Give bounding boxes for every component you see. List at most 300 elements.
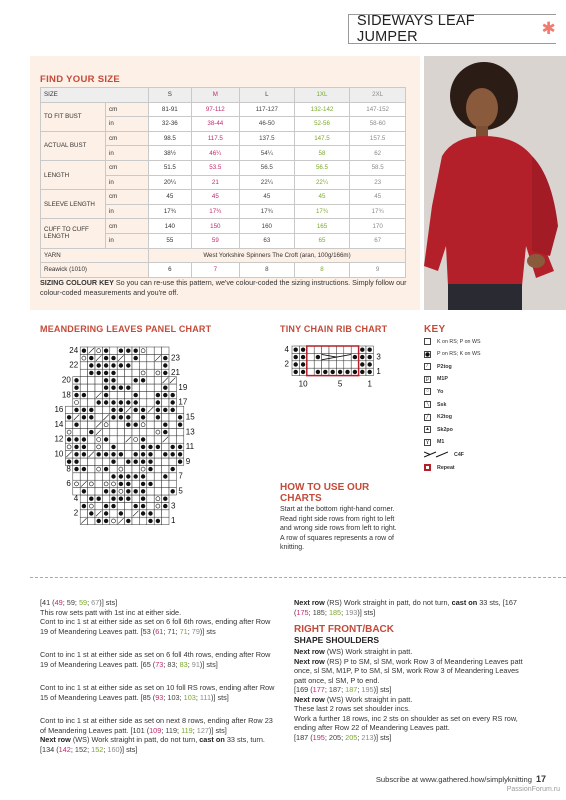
- table-cell: 6: [149, 263, 192, 278]
- purl-dot: [301, 348, 305, 352]
- purl-dot: [156, 408, 160, 412]
- purl-dot: [134, 452, 138, 456]
- m1p-icon: ꝑ: [425, 375, 430, 382]
- row-unit: in: [106, 204, 149, 219]
- purl-dot: [119, 482, 123, 486]
- purl-dot: [104, 386, 108, 390]
- chart-cell: [117, 443, 124, 450]
- instruction-text: ;: [195, 692, 200, 702]
- instruction-text: 59: [66, 598, 75, 607]
- chart-cell: [307, 368, 314, 375]
- row-number-right: 23: [171, 353, 180, 363]
- instruction-text: 71: [167, 626, 176, 636]
- chart-cell: [132, 384, 139, 391]
- purl-dot: [74, 393, 78, 397]
- key-item: [424, 426, 453, 433]
- key-item: [424, 464, 455, 471]
- instruction-text: 152: [91, 744, 104, 754]
- instruction-paragraph: [40, 650, 280, 669]
- instruction-text: 59: [78, 598, 88, 607]
- m1-icon: ɣ: [424, 439, 431, 446]
- purl-dot: [156, 415, 160, 419]
- row-unit: cm: [106, 131, 149, 146]
- row-number-left: 12: [54, 434, 64, 444]
- key-item: [424, 338, 480, 345]
- chart-cell: [169, 428, 176, 435]
- size-header-0: S: [149, 88, 192, 103]
- purl-dot: [111, 378, 115, 382]
- instruction-text: ;: [324, 685, 329, 694]
- chart-cell: [139, 428, 146, 435]
- row-number-right: 15: [185, 412, 195, 422]
- purl-dot: [119, 363, 123, 367]
- purl-dot: [82, 504, 86, 508]
- instruction-text: 160: [107, 744, 120, 754]
- row-number-left: 16: [54, 405, 64, 415]
- purl-dot: [148, 445, 152, 449]
- chart-number: 5: [337, 379, 343, 389]
- chart-cell: [125, 465, 132, 472]
- colour-key-text: So you can re-use this pattern, we've colour-coded the sizing instructions. Simply follow our colour-coded measurements and you're off.: [40, 278, 407, 297]
- chart-cell: [80, 354, 87, 361]
- purl-dot: [82, 393, 86, 397]
- instruction-text: 33 sts, [167 (: [294, 598, 517, 617]
- row-unit: in: [106, 146, 149, 161]
- instruction-text: ;: [163, 659, 168, 669]
- chart-cell: [80, 473, 87, 480]
- purl-dot: [171, 408, 175, 412]
- table-cell: 58: [294, 146, 350, 161]
- chart-cell: [132, 465, 139, 472]
- table-cell: 17¾: [350, 204, 406, 219]
- chart-cell: [80, 369, 87, 376]
- purl-dot: [360, 355, 364, 359]
- purl-dot: [89, 363, 93, 367]
- purl-dot: [89, 430, 93, 434]
- purl-dot: [104, 489, 108, 493]
- chart-cell: [147, 399, 154, 406]
- instruction-text: (WS) Work straight in patt.: [324, 647, 413, 656]
- purl-dot: [74, 445, 78, 449]
- page-title-text: SIDEWAYS LEAF JUMPER: [357, 13, 475, 45]
- key-item-label: Yo: [437, 388, 444, 395]
- instruction-text: (RS) Work straight in patt, do not turn,: [324, 598, 452, 607]
- key-item: [424, 388, 443, 395]
- chart-cell: [88, 399, 95, 406]
- purl-dot: [323, 370, 327, 374]
- chart-cell: [162, 465, 169, 472]
- purl-dot: [163, 423, 167, 427]
- row-unit: cm: [106, 190, 149, 205]
- reawick-row: [41, 263, 406, 278]
- chart-cell: [132, 362, 139, 369]
- row-unit: in: [106, 233, 149, 248]
- instruction-text: 119: [165, 725, 178, 735]
- table-cell: 147.5: [294, 131, 350, 146]
- row-unit: cm: [106, 160, 149, 175]
- purl-dot: [111, 408, 115, 412]
- purl-dot: [111, 489, 115, 493]
- chart-cell: [95, 465, 102, 472]
- purl-dot: [368, 362, 372, 366]
- chart-cell: [154, 465, 161, 472]
- purl-dot: [82, 452, 86, 456]
- purl-dot: [301, 362, 305, 366]
- instruction-paragraph: [294, 685, 526, 695]
- chart-number: 3: [376, 352, 381, 362]
- chart-cell: [65, 428, 72, 435]
- chart-cell: [154, 451, 161, 458]
- chart-cell: [132, 414, 139, 421]
- instruction-paragraph: [294, 704, 526, 714]
- instruction-text: 213: [361, 732, 374, 742]
- purl-dot: [171, 400, 175, 404]
- chart-cell: [80, 399, 87, 406]
- purl-dot: [82, 415, 86, 419]
- instruction-text: 103: [167, 692, 180, 702]
- instruction-text: 109: [149, 725, 162, 735]
- instruction-text: 205: [328, 732, 342, 742]
- purl-dot: [74, 460, 78, 464]
- size-header-1: M: [191, 88, 239, 103]
- chart-cell: [154, 384, 161, 391]
- chart-cell: [147, 473, 154, 480]
- purl-dot: [74, 423, 78, 427]
- instruction-text: ;: [341, 732, 346, 742]
- instruction-text: ;: [308, 607, 313, 617]
- purl-dot: [126, 474, 130, 478]
- purl-dot: [119, 408, 123, 412]
- purl-dot: [156, 400, 160, 404]
- row-number-left: 14: [54, 419, 64, 429]
- chart-cell: [154, 488, 161, 495]
- purl-dot: [126, 400, 130, 404]
- instruction-text: Cont to inc 1 st at either side as set on next 8 rows, ending after Row 23 of Meandering Leaves patt. [101 (: [40, 716, 273, 735]
- size-table: [40, 87, 406, 278]
- purl-dot: [89, 511, 93, 515]
- chart-cell: [154, 436, 161, 443]
- instruction-text: [41 (: [40, 598, 55, 607]
- chart-cell: [176, 428, 183, 435]
- chart-cell: [80, 495, 87, 502]
- chart-cell: [169, 421, 176, 428]
- purl-dot: [353, 370, 357, 374]
- chart-cell: [95, 406, 102, 413]
- yarn-row: [41, 248, 406, 263]
- chart-cell: [110, 517, 117, 524]
- chart-cell: [102, 473, 109, 480]
- table-cell: 22¼: [239, 175, 294, 190]
- chart-cell: [95, 347, 102, 354]
- purl-dot: [111, 460, 115, 464]
- instruction-text: ;: [70, 744, 75, 754]
- key-item-label: Ssk: [437, 401, 447, 408]
- purl-dot: [141, 504, 145, 508]
- table-cell: 147-152: [350, 102, 406, 117]
- chart-cell: [102, 480, 109, 487]
- key-item: [424, 351, 480, 358]
- purl-dot: [178, 445, 182, 449]
- instruction-text: ;: [324, 607, 329, 617]
- purl-dot: [134, 349, 138, 353]
- chart-cell: [176, 406, 183, 413]
- table-cell: 53.5: [191, 160, 239, 175]
- purl-dot: [126, 497, 130, 501]
- instruction-text: ;: [179, 692, 184, 702]
- chart-cell: [110, 480, 117, 487]
- table-cell: 65: [294, 233, 350, 248]
- instruction-text: (RS) P to SM, sl SM, work Row 3 of Meandering Leaves patt once, sl SM, M1P, P to SM, sl SM, work Row 3 of Meandering Leaves patt once, sl SM, P to end.: [294, 656, 523, 685]
- chart-number: 1: [367, 379, 372, 389]
- chart-cell: [88, 465, 95, 472]
- key-item-label: K2tog: [437, 414, 453, 421]
- table-cell: 55: [149, 233, 192, 248]
- k2tog-icon: ╱: [425, 413, 429, 420]
- instruction-text: ;: [74, 598, 79, 607]
- table-cell: 170: [350, 219, 406, 234]
- table-cell: 62: [350, 146, 406, 161]
- table-cell: 58.5: [350, 160, 406, 175]
- table-cell: 98.5: [149, 131, 192, 146]
- chart-cell: [95, 436, 102, 443]
- purl-dot: [141, 489, 145, 493]
- table-cell: 117-127: [239, 102, 294, 117]
- purl-dot: [82, 349, 86, 353]
- chart-cell: [88, 443, 95, 450]
- chart-cell: [154, 502, 161, 509]
- purl-dot: [126, 489, 130, 493]
- purl-dot: [163, 452, 167, 456]
- chart-cell: [117, 391, 124, 398]
- instruction-text: ;: [341, 607, 346, 617]
- chart-cell: [154, 369, 161, 376]
- table-cell: 17¾: [191, 204, 239, 219]
- purl-dot: [134, 423, 138, 427]
- purl-dot: [301, 370, 305, 374]
- table-row: [41, 219, 406, 234]
- chart-cell: [169, 436, 176, 443]
- purl-dot: [97, 497, 101, 501]
- instruction-text: 111: [199, 692, 211, 702]
- instruction-text: ;: [163, 692, 168, 702]
- chart-cell: [162, 414, 169, 421]
- instruction-text: 152: [74, 744, 88, 754]
- chart-cell: [117, 428, 124, 435]
- row-number-left: 10: [54, 449, 64, 459]
- purl-dot: [111, 415, 115, 419]
- instruction-paragraph: [40, 735, 280, 754]
- chart-cell: [65, 421, 72, 428]
- chart-cell: [154, 495, 161, 502]
- paragraph-gap: [40, 702, 280, 716]
- chart-cell: [147, 362, 154, 369]
- instruction-text: 187: [328, 685, 342, 694]
- purl-dot: [111, 497, 115, 501]
- chart-cell: [95, 458, 102, 465]
- key-item: [424, 401, 446, 408]
- chart-cell: [162, 488, 169, 495]
- chart-cell: [95, 414, 102, 421]
- purl-dot: [171, 452, 175, 456]
- purl-dot: [171, 393, 175, 397]
- instruction-text: (WS) Work straight in patt.: [324, 694, 413, 704]
- instruction-text: (WS) Work straight in patt, do not turn,: [70, 735, 200, 744]
- row-label: CUFF TO CUFF LENGTH: [41, 219, 106, 248]
- chart-cell: [132, 517, 139, 524]
- chart-cell: [139, 354, 146, 361]
- chart-cell: [147, 391, 154, 398]
- chart-cell: [110, 421, 117, 428]
- table-cell: 52-56: [294, 117, 350, 132]
- chart-cell: [169, 473, 176, 480]
- chart-cell: [80, 458, 87, 465]
- model-photo: [424, 56, 566, 310]
- table-cell: 8: [294, 263, 350, 278]
- purl-dot: [97, 452, 101, 456]
- row-number-right: 19: [178, 382, 188, 392]
- yarn-label: YARN: [41, 248, 149, 263]
- chart-cell: [162, 517, 169, 524]
- purl-dot: [119, 400, 123, 404]
- instruction-text: 195: [312, 732, 325, 742]
- instruction-text: 127: [196, 725, 209, 735]
- size-table-title: FIND YOUR SIZE: [40, 74, 121, 85]
- table-cell: 137.5: [239, 131, 294, 146]
- purl-dot: [74, 437, 78, 441]
- chart-cell: [125, 443, 132, 450]
- table-cell: 20¼: [149, 175, 192, 190]
- instruction-text: 79: [191, 626, 200, 636]
- chart-cell: [117, 458, 124, 465]
- purl-dot: [360, 348, 364, 352]
- purl-dot: [119, 474, 123, 478]
- instruction-text: ;: [187, 659, 192, 669]
- purl-dot: [134, 400, 138, 404]
- chart-cell: [117, 377, 124, 384]
- purl-dot: [141, 445, 145, 449]
- reawick-label: Reawick (1010): [41, 263, 149, 278]
- purl-dot: [134, 460, 138, 464]
- instruction-text: 83: [167, 659, 176, 669]
- row-number-left: 20: [61, 375, 71, 385]
- purl-dot: [111, 400, 115, 404]
- instruction-paragraph: [294, 647, 526, 657]
- instruction-text: 83: [179, 659, 188, 669]
- purl-dot: [119, 511, 123, 515]
- purl-dot: [163, 371, 167, 375]
- subsection-heading: SHAPE SHOULDERS: [294, 634, 380, 645]
- chart-cell: [125, 428, 132, 435]
- chart-cell: [147, 377, 154, 384]
- chart-cell: [102, 406, 109, 413]
- instruction-text: 185: [328, 607, 342, 617]
- purl-dot: [119, 452, 123, 456]
- instruction-text: Next row: [294, 647, 325, 656]
- row-number-right: 13: [185, 427, 195, 437]
- chart-cell: [162, 347, 169, 354]
- chart-cell: [314, 346, 321, 353]
- chart-cell: [162, 458, 169, 465]
- purl-dot: [148, 482, 152, 486]
- purl-dot: [134, 489, 138, 493]
- table-row: [41, 160, 406, 175]
- purl-dot: [134, 408, 138, 412]
- purl-dot: [141, 378, 145, 382]
- purl-dot: [294, 355, 298, 359]
- instruction-text: ;: [187, 626, 192, 636]
- instruction-text: )] sts]: [208, 725, 227, 735]
- chart-cell: [336, 361, 343, 368]
- purl-dot: [178, 460, 182, 464]
- chart-cell: [169, 480, 176, 487]
- purl-dot: [119, 349, 123, 353]
- instruction-text: ;: [87, 598, 92, 607]
- purl-dot: [163, 430, 167, 434]
- chart-cell: [162, 510, 169, 517]
- purl-dot: [163, 504, 167, 508]
- instruction-text: 61: [155, 626, 164, 636]
- chart-cell: [73, 399, 80, 406]
- instruction-text: 71: [179, 626, 188, 636]
- purl-dot: [119, 497, 123, 501]
- purl-dot: [148, 460, 152, 464]
- chart-cell: [80, 362, 87, 369]
- instruction-text: This row sets patt with 1st inc at either side.: [40, 607, 182, 617]
- instruction-text: )] sts]: [373, 732, 392, 742]
- table-cell: 117.5: [191, 131, 239, 146]
- purl-dot: [368, 355, 372, 359]
- chart-cell: [139, 399, 146, 406]
- purl-dot: [134, 393, 138, 397]
- purl-dot: [178, 415, 182, 419]
- chart-cell: [125, 377, 132, 384]
- page-footer: [376, 774, 546, 784]
- key-title: KEY: [424, 324, 446, 335]
- table-cell: 32-36: [149, 117, 192, 132]
- purl-dot: [104, 356, 108, 360]
- row-number-left: 18: [61, 390, 71, 400]
- instruction-text: cast on: [451, 598, 478, 607]
- dot-square-icon: [424, 351, 431, 358]
- purl-dot: [141, 408, 145, 412]
- purl-dot: [74, 378, 78, 382]
- purl-dot: [126, 349, 130, 353]
- row-unit: cm: [106, 102, 149, 117]
- purl-dot: [141, 460, 145, 464]
- instruction-text: 119: [181, 725, 193, 735]
- instruction-text: [187 (: [294, 732, 313, 742]
- instruction-text: ;: [357, 732, 362, 742]
- chart-cell: [102, 495, 109, 502]
- table-cell: 140: [149, 219, 192, 234]
- chart-cell: [139, 391, 146, 398]
- row-number-right: 11: [185, 442, 195, 452]
- chart-cell: [344, 361, 351, 368]
- yarn-value: West Yorkshire Spinners The Croft (aran, 100g/166m): [149, 248, 406, 263]
- purl-dot: [89, 356, 93, 360]
- instruction-paragraph: [294, 598, 526, 617]
- instruction-text: ;: [103, 744, 108, 754]
- purl-dot: [89, 415, 93, 419]
- how-to-title: HOW TO USE OUR CHARTS: [280, 482, 370, 504]
- chart-cell: [139, 362, 146, 369]
- table-cell: 45: [239, 190, 294, 205]
- purl-dot: [126, 363, 130, 367]
- chart-cell: [169, 384, 176, 391]
- instruction-paragraph: [294, 657, 526, 686]
- purl-dot: [126, 423, 130, 427]
- chart-cell: [88, 384, 95, 391]
